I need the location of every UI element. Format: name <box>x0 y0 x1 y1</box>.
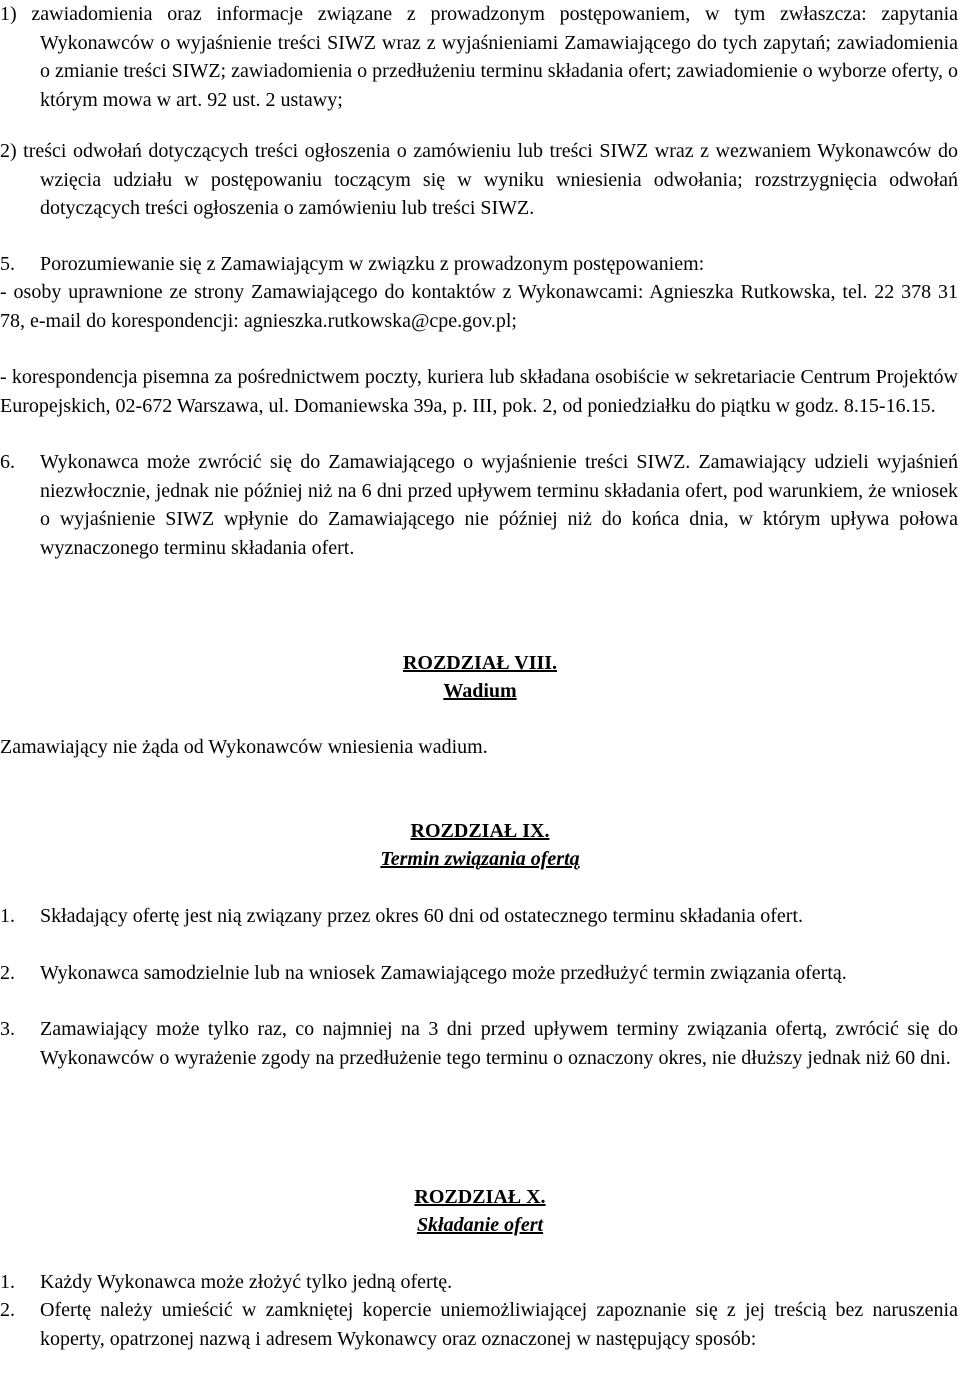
contact-text: - osoby uprawnione ze strony Zamawiającego do kontaktów z Wykonawcami: Agnieszka Rutkowska, tel. 22 378 31 78, e-mail do korespondencji: agnieszka.rutkowska@cpe.gov.pl; <box>0 281 958 332</box>
item-number: 1. <box>0 1271 15 1293</box>
list-item <box>0 1015 960 1101</box>
correspondence-text: - korespondencja pisemna za pośrednictwem poczty, kuriera lub składana osobiście w sekretariacie Centrum Projektów Europejskich, 02-672 Warszawa, ul. Domaniewska 39a, p. III, pok. 2, od poniedziałku do piątku w godz. 8.15-16.15. <box>0 366 958 417</box>
list-item <box>0 0 960 114</box>
item-text: Składający ofertę jest nią związany przez okres 60 dni od ostatecznego terminu składania ofert. <box>40 905 804 927</box>
list-item-text: 2) treści odwołań dotyczących treści ogłoszenia o zamówieniu lub treści SIWZ wraz z wezwaniem Wykonawców do wzięcia udziału w postępowaniu toczącym się w wyniku wniesienia odwołania; rozstrzygnięcia odwołań dotyczących treści ogłoszenia o zamówieniu lub treści SIWZ. <box>0 140 958 219</box>
list-item <box>0 1296 960 1382</box>
point-title: Porozumiewanie się z Zamawiającym w związku z prowadzonym postępowaniem: <box>40 253 705 275</box>
list-item <box>0 959 960 1017</box>
chapter-text <box>0 733 960 763</box>
item-text: Ofertę należy umieścić w zamkniętej kopercie uniemożliwiającej zapoznanie się z jej treścią bez naruszenia koperty, opatrzonej nazwą i adresem Wykonawcy oraz oznaczonej w następujący sposób: <box>40 1299 958 1350</box>
chapter-label: ROZDZIAŁ VIII. <box>402 652 558 674</box>
item-number: 1. <box>0 905 15 927</box>
list-item <box>0 137 960 251</box>
item-number: 3. <box>0 1018 15 1040</box>
chapter-label: ROZDZIAŁ X. <box>414 1186 546 1208</box>
wadium-text: Zamawiający nie żąda od Wykonawców wniesienia wadium. <box>0 736 488 758</box>
point-text: Wykonawca może zwrócić się do Zamawiającego o wyjaśnienie treści SIWZ. Zamawiający udzieli wyjaśnień niezwłocznie, jednak nie później niż na 6 dni przed upływem terminu składania ofert, pod warunkiem, że wniosek o wyjaśnienie SIWZ wpłynie do Zamawiającego nie później niż do końca dnia, w którym upływa połowa wyznaczonego terminu składania ofert. <box>40 451 958 559</box>
item-text: Zamawiający może tylko raz, co najmniej na 3 dni przed upływem terminy związania ofertą, zwrócić się do Wykonawców o wyrażenie zgody na przedłużenie tego terminu o oznaczony okres, nie dłuższy jednak niż 60 dni. <box>40 1018 958 1069</box>
contact-paragraph <box>0 278 960 364</box>
item-text: Każdy Wykonawca może złożyć tylko jedną ofertę. <box>40 1271 453 1293</box>
item-number: 2. <box>0 1299 15 1321</box>
point-5 <box>0 250 960 280</box>
chapter-title: Składanie ofert <box>416 1214 544 1236</box>
point-number: 6. <box>0 451 15 473</box>
correspondence-paragraph <box>0 363 960 449</box>
chapter-title: Wadium <box>443 680 517 702</box>
chapter-title: Termin związania ofertą <box>380 848 580 870</box>
item-text: Wykonawca samodzielnie lub na wniosek Zamawiającego może przedłużyć termin związania ofertą. <box>40 962 847 984</box>
list-item-text: 1) zawiadomienia oraz informacje związane z prowadzonym postępowaniem, w tym zwłaszcza: zapytania Wykonawców o wyjaśnienie treści SIWZ wraz z wyjaśnieniami Zamawiającego do tych zapytań; zawiadomienia o zmianie treści SIWZ; zawiadomienia o przedłużeniu terminu składania ofert; zawiadomienie o wyborze oferty, o którym mowa w art. 92 ust. 2 ustawy; <box>0 3 958 111</box>
point-number: 5. <box>0 253 15 275</box>
item-number: 2. <box>0 962 15 984</box>
point-6 <box>0 448 960 568</box>
list-item <box>0 1268 960 1298</box>
chapter-label: ROZDZIAŁ IX. <box>410 820 550 842</box>
list-item <box>0 902 960 960</box>
